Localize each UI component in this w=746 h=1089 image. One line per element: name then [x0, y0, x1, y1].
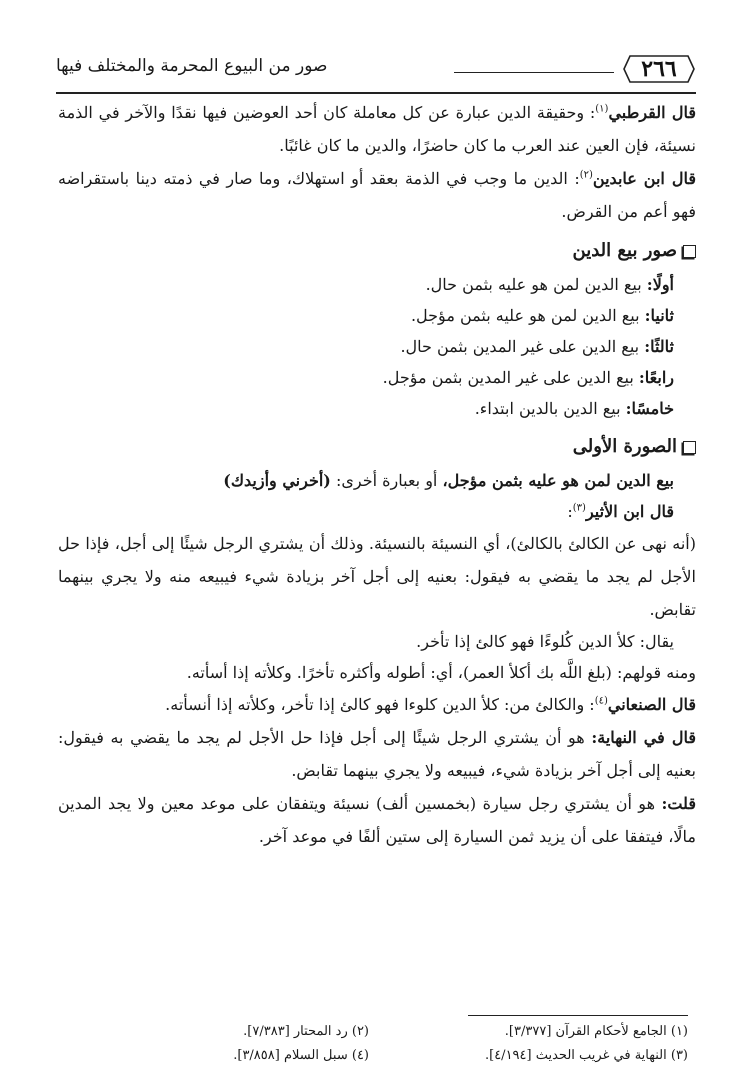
list-item-text: بيع الدين لمن هو عليه بثمن مؤجل.	[410, 306, 645, 325]
footnote-row	[50, 1020, 688, 1044]
paragraph-text: هو أن يشتري رجل سيارة (بخمسين ألف) نسيئة ويتفقان على موعد معين ولا يجد المدين مالًا، فيتفقا على أن يزيد ثمن السيارة إلى ستين ألفًا في موعد آخر.	[58, 794, 696, 846]
footnote-2: (٢) رد المحتار [٧/٣٨٣].	[243, 1024, 369, 1039]
list-item-label: خامسًا:	[625, 399, 674, 418]
list-item	[58, 300, 696, 331]
section-heading-text: الصورة الأولى	[572, 436, 677, 457]
paragraph-text: هو أن يشتري الرجل شيئًا إلى أجل فإذا حل الأجل لم يجد ما يقضي به فيقول: بعنيه إلى أجل آخر بزيادة شيء، فيبيعه ولا يجري بينهما تقابض.	[58, 728, 696, 780]
bold-phrase: (أخرني وأزيدك)	[223, 471, 331, 490]
section-heading-text: صور بيع الدين	[572, 240, 677, 261]
footnote-ref: (٤)	[594, 695, 608, 707]
page-number-text: ٢٦٦	[641, 56, 677, 82]
paragraph-hadith: (أنه نهى عن الكالئ بالكالئ)، أي النسيئة بالنسيئة. وذلك أن يشتري الرجل شيئًا إلى أجل، فإذا حل الأجل لم يجد ما يقضي به فيقول: بعنيه إلى أجل آخر بزيادة شيء فيبيعه منه ولا يجري بينهما تقابض.	[58, 534, 697, 619]
page-number	[622, 54, 696, 84]
list-item-label: أولًا:	[646, 275, 674, 294]
paragraph-ibn-abidin	[58, 162, 696, 228]
footnote-rule	[468, 1015, 688, 1016]
list-item-label: ثانيا:	[644, 306, 674, 325]
paragraph-sanani	[58, 688, 696, 721]
footnotes	[50, 1020, 688, 1068]
header-ornament-line	[454, 72, 614, 73]
running-title: صور من البيوع المحرمة والمختلف فيها	[56, 56, 328, 76]
list-item-text: بيع الدين على غير المدين بثمن حال.	[400, 337, 645, 356]
section-heading-debt-sale-forms	[58, 233, 696, 269]
list-item-text: بيع الدين على غير المدين بثمن مؤجل.	[382, 368, 639, 387]
first-form-definition	[58, 465, 696, 496]
list-item	[58, 331, 696, 362]
author-remark-label: قلت:	[661, 794, 696, 813]
footnote-4: (٤) سبل السلام [٣/٨٥٨].	[233, 1048, 369, 1063]
footnote-ref: (٢)	[579, 169, 593, 181]
footnote-row	[50, 1044, 688, 1068]
footnote-ref: (٣)	[572, 502, 586, 514]
footnote-1: (١) الجامع لأحكام القرآن [٣/٣٧٧].	[504, 1024, 688, 1039]
plain-phrase: أو بعبارة أخرى:	[330, 471, 443, 490]
cited-author: قال ابن عابدين	[592, 169, 696, 188]
cited-author: قال الصنعاني	[607, 695, 696, 714]
list-item-text: بيع الدين بالدين ابتداء.	[474, 399, 626, 418]
page-header	[56, 50, 696, 92]
cited-author: قال ابن الأثير	[585, 502, 674, 521]
paragraph-yuqal: يقال: كلأ الدين كُلوءًا فهو كالئ إذا تأخر.	[416, 632, 674, 651]
list-item-label: ثالثًا:	[644, 337, 674, 356]
paragraph-text: : الدين ما وجب في الذمة بعقد أو استهلاك، وما صار في ذمته دينا باستقراضه فهو أعم من القرض.	[58, 169, 696, 221]
square-bullet-icon	[683, 245, 696, 258]
square-bullet-icon	[683, 441, 696, 454]
header-rule	[56, 92, 696, 94]
paragraph-text: : وحقيقة الدين عبارة عن كل معاملة كان أحد العوضين فيها نقدًا والآخر في الذمة نسيئة، فإن العين عند العرب ما كان حاضرًا، والدين ما كان غائبًا.	[58, 103, 696, 155]
colon: :	[567, 502, 573, 521]
paragraph-text: : والكالئ من: كلأ الدين كلوءا فهو كالئ إذا تأخر، وكلأته إذا أنسأته.	[165, 695, 595, 714]
list-item-label: رابعًا:	[638, 368, 674, 387]
list-item	[58, 362, 696, 393]
paragraph-minhu: ومنه قولهم: (بلغ اللَّه بك أكلأ العمر)، أي: أطوله وأكثره تأخرًا. وكلأته إذا أسأته.	[186, 663, 696, 682]
paragraph-qultu	[58, 787, 696, 853]
paragraph-nihaya	[58, 721, 696, 787]
cited-author: قال القرطبي	[608, 103, 696, 122]
page-body	[58, 96, 696, 853]
footnote-ref: (١)	[595, 103, 609, 115]
list-item	[58, 269, 696, 300]
bold-phrase: بيع الدين لمن هو عليه بثمن مؤجل،	[442, 471, 674, 490]
cited-author: قال في النهاية:	[591, 728, 696, 747]
list-item-text: بيع الدين لمن هو عليه بثمن حال.	[425, 275, 647, 294]
ibn-athir-quote-intro	[58, 496, 696, 527]
footnote-3: (٣) النهاية في غريب الحديث [٤/١٩٤].	[484, 1048, 688, 1063]
section-heading-first-form	[58, 429, 696, 465]
paragraph-qurtubi	[58, 96, 696, 162]
list-item	[58, 393, 696, 424]
